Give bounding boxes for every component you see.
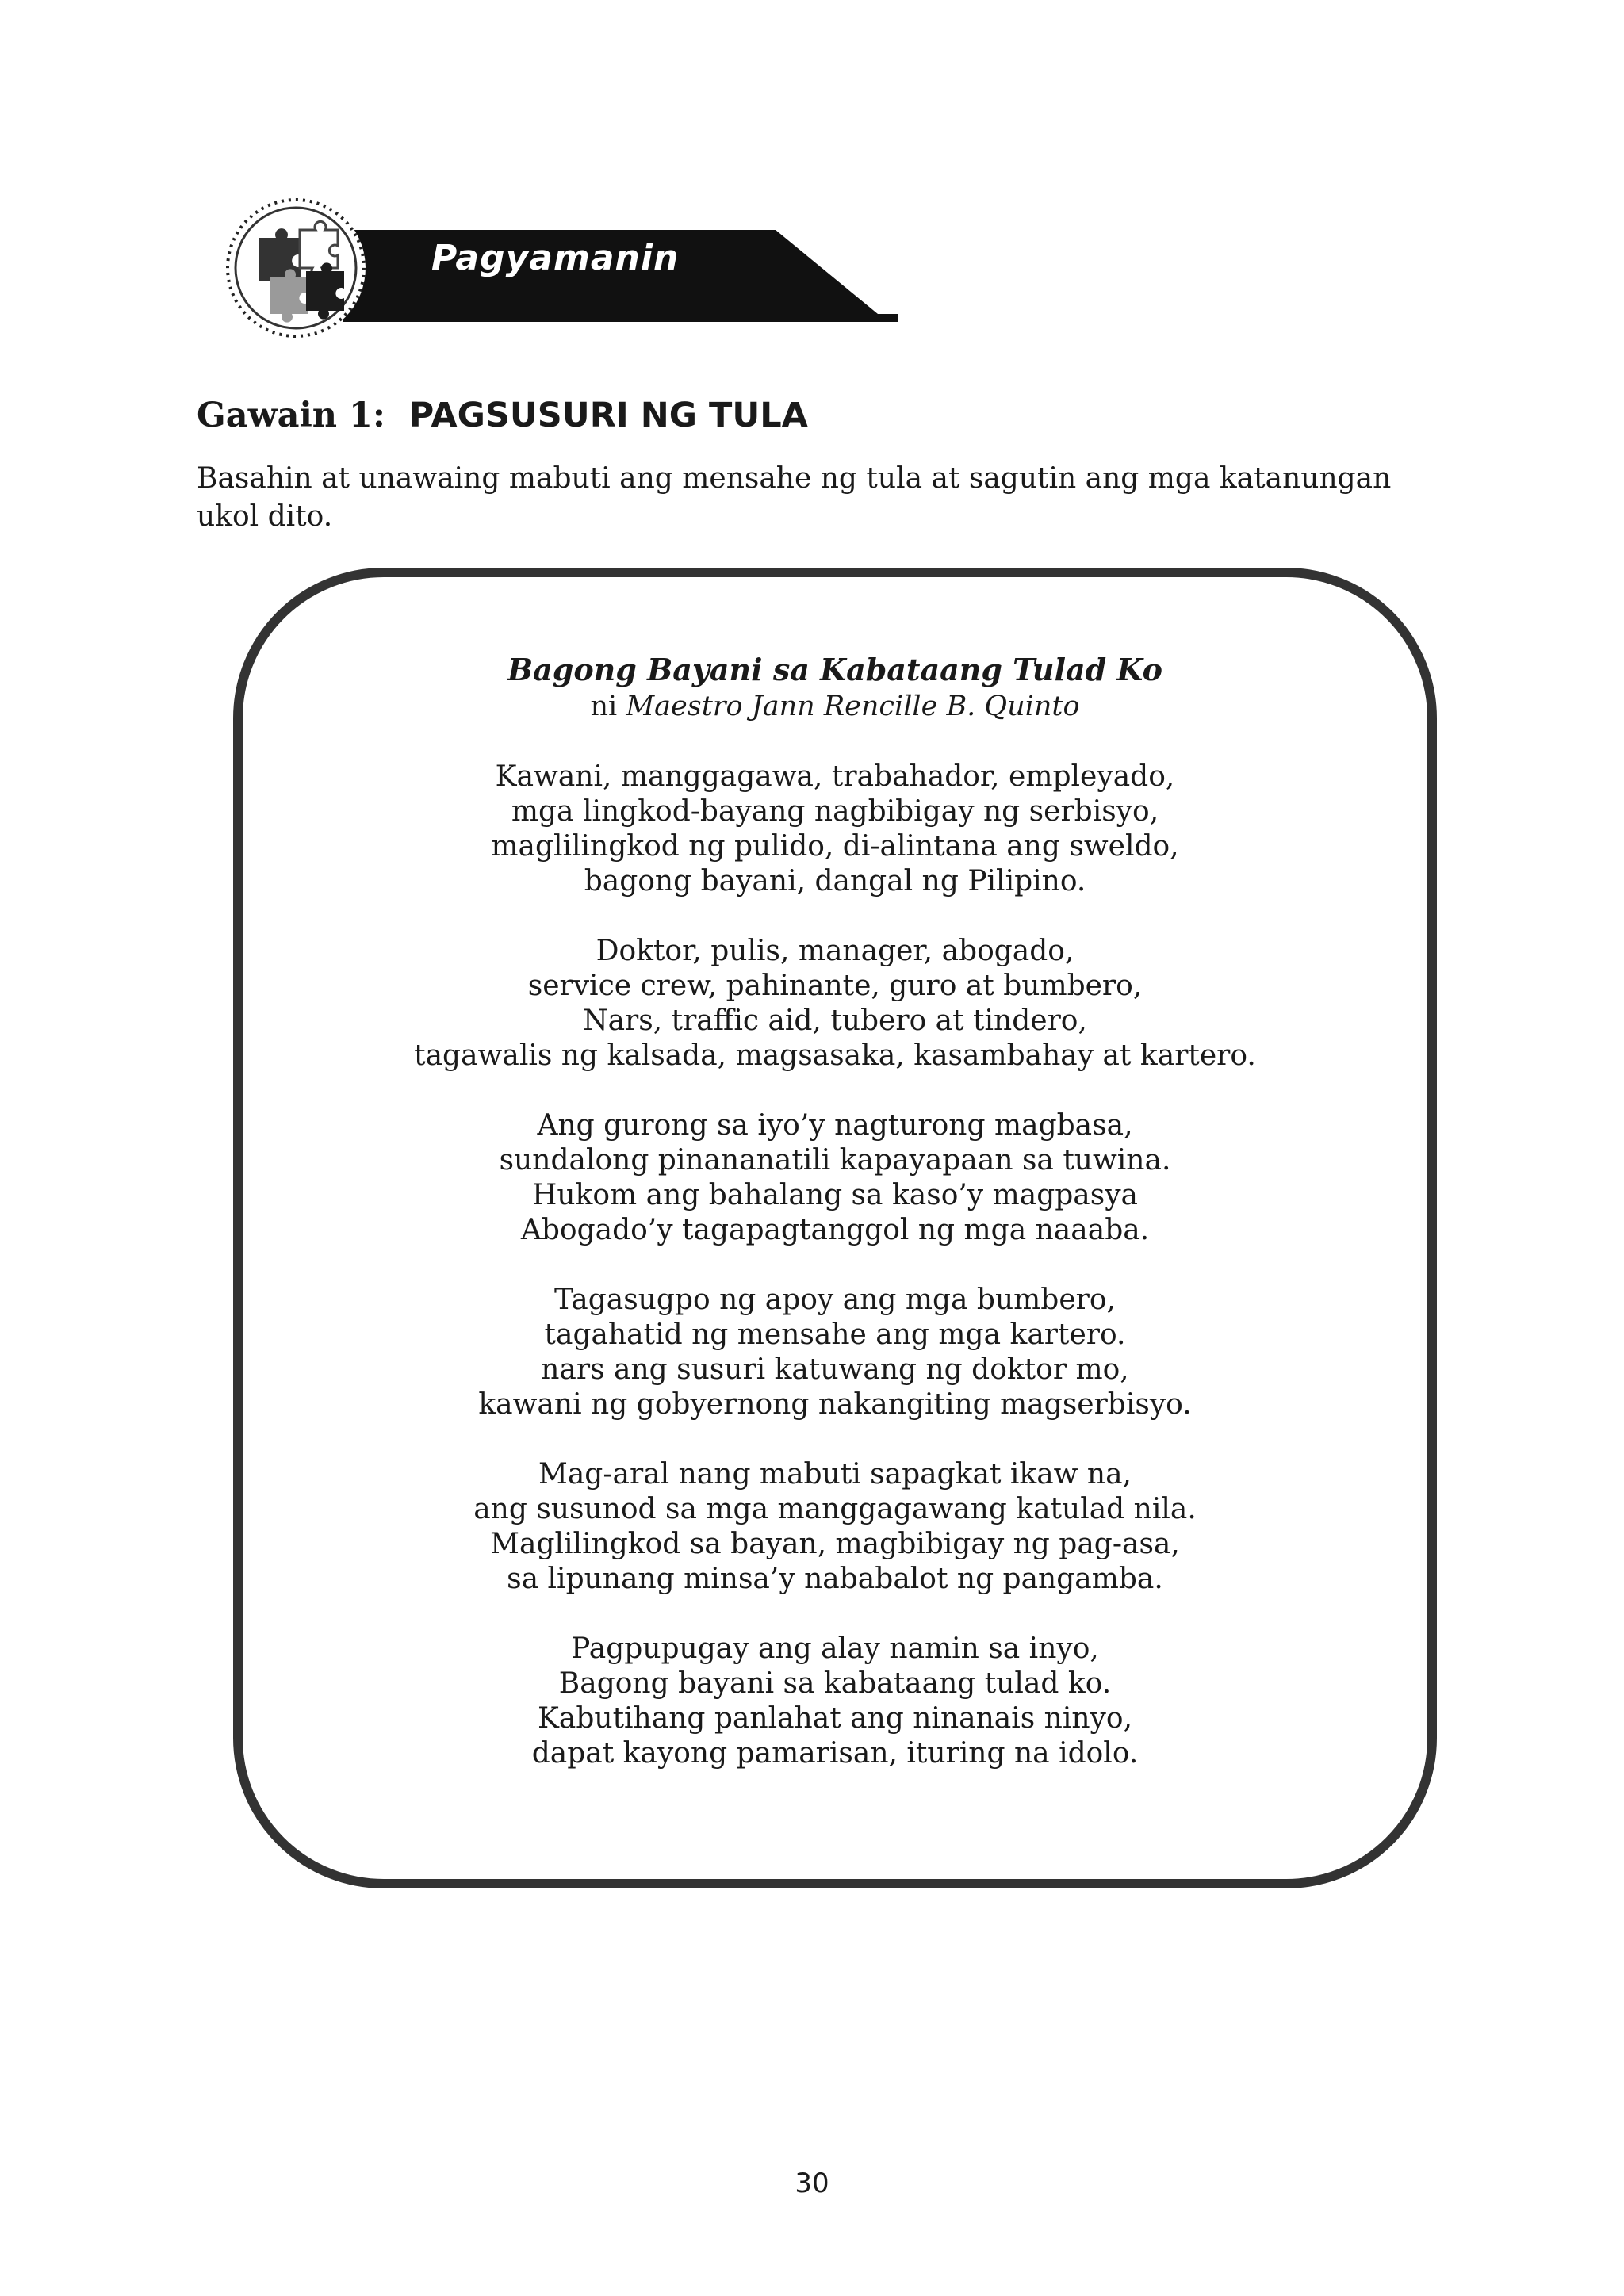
poem-line: Bagong bayani sa kabataang tulad ko. xyxy=(558,1667,1112,1700)
poem-line: nars ang susuri katuwang ng doktor mo, xyxy=(541,1353,1129,1386)
byline-prefix: ni xyxy=(590,691,618,722)
poem-line: Abogado’y tagapagtanggol ng mga naaaba. xyxy=(520,1214,1150,1246)
poem-stanza xyxy=(243,1283,1427,1422)
poem-line: Kabutihang panlahat ang ninanais ninyo, xyxy=(537,1702,1133,1735)
poem-title: Bagong Bayani sa Kabataang Tulad Ko xyxy=(508,652,1162,687)
poem-line: Tagasugpo ng apoy ang mga bumbero, xyxy=(554,1284,1116,1316)
poem-line: ang susunod sa mga manggagawang katulad nila. xyxy=(473,1493,1197,1525)
poem-line: Hukom ang bahalang sa kaso’y magpasya xyxy=(531,1179,1139,1211)
poem-line: bagong bayani, dangal ng Pilipino. xyxy=(584,865,1086,897)
poem-line: kawani ng gobyernong nakangiting magserbisyo. xyxy=(478,1388,1192,1421)
poem-line: dapat kayong pamarisan, ituring na idolo. xyxy=(531,1737,1139,1770)
poem-line: maglilingkod ng pulido, di-alintana ang sweldo, xyxy=(491,830,1179,863)
poem-author: Maestro Jann Rencille B. Quinto xyxy=(626,691,1080,722)
section-banner xyxy=(224,189,1009,347)
poem-line: sundalong pinananatili kapayapaan sa tuwina. xyxy=(499,1144,1171,1177)
poem-line: Maglilingkod sa bayan, magbibigay ng pag-asa, xyxy=(490,1528,1180,1560)
poem-stanza xyxy=(243,1457,1427,1597)
poem-line: Mag-aral nang mabuti sapagkat ikaw na, xyxy=(538,1458,1132,1490)
activity-instruction: Basahin at unawaing mabuti ang mensahe ng tula at sagutin ang mga katanungan ukol dito. xyxy=(197,462,1392,533)
poem-line: Doktor, pulis, manager, abogado, xyxy=(596,935,1074,967)
poem-line: mga lingkod-bayang nagbibigay ng serbisyo, xyxy=(511,795,1159,828)
activity-title: PAGSUSURI NG TULA xyxy=(408,396,808,435)
activity-number: Gawain 1: xyxy=(197,396,385,435)
poem-line: Ang gurong sa iyo’y nagturong magbasa, xyxy=(537,1109,1133,1142)
poem-stanza xyxy=(243,1108,1427,1248)
page-number: 30 xyxy=(795,2168,829,2199)
poem-stanza xyxy=(243,760,1427,899)
poem xyxy=(243,652,1427,1806)
poem-stanza xyxy=(243,934,1427,1073)
poem-line: Pagpupugay ang alay namin sa inyo, xyxy=(571,1632,1099,1665)
poem-stanza xyxy=(243,1632,1427,1771)
poem-line: tagawalis ng kalsada, magsasaka, kasambahay at kartero. xyxy=(414,1039,1256,1072)
poem-line: service crew, pahinante, guro at bumbero, xyxy=(527,970,1143,1002)
poem-line: sa lipunang minsa’y nababalot ng pangamba. xyxy=(507,1563,1163,1595)
poem-byline xyxy=(243,688,1427,725)
poem-line: Kawani, manggagawa, trabahador, empleyado, xyxy=(495,760,1175,793)
activity-heading xyxy=(197,392,808,439)
poem-line: tagahatid ng mensahe ang mga kartero. xyxy=(544,1318,1126,1351)
section-banner-label: Pagyamanin xyxy=(431,238,680,278)
poem-frame xyxy=(233,568,1437,1888)
poem-line: Nars, traffic aid, tubero at tindero, xyxy=(583,1004,1087,1037)
